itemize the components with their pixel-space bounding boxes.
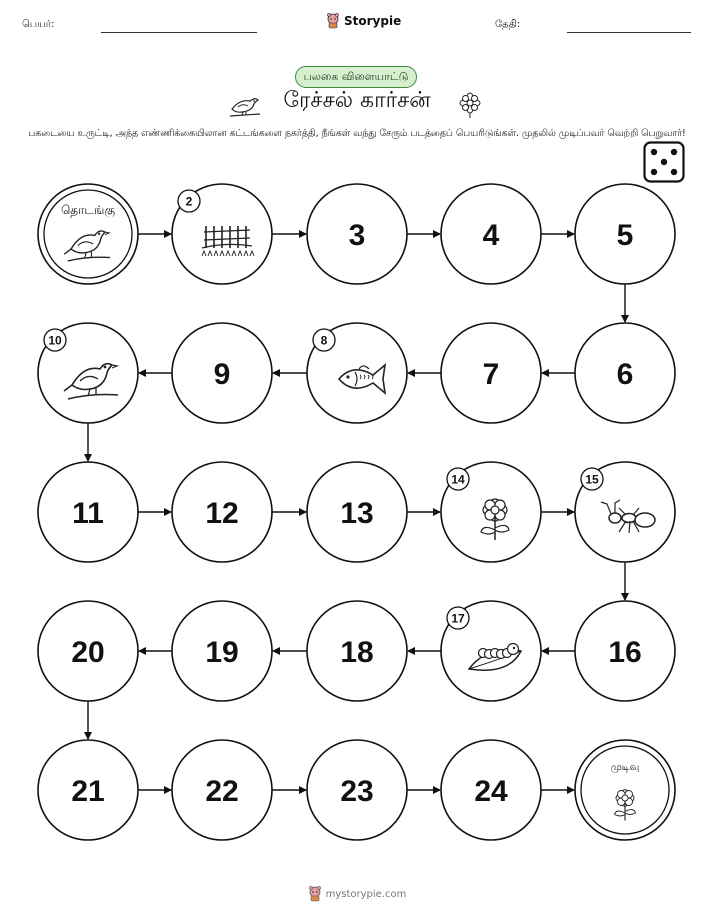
- name-label: பெயர்:: [22, 19, 55, 30]
- cell-number: 15: [585, 472, 599, 487]
- board-cell-3[interactable]: [307, 184, 407, 284]
- cell-number-badge: [447, 468, 469, 490]
- board-cell-1[interactable]: [38, 184, 138, 284]
- cell-number: 7: [482, 358, 500, 391]
- board-cell-13[interactable]: [307, 462, 407, 562]
- cell-number: 5: [616, 219, 634, 252]
- cell-number-badge: [44, 329, 66, 351]
- cell-number: 3: [348, 219, 366, 252]
- date-label: தேதி:: [495, 19, 521, 30]
- cell-number: 19: [205, 636, 239, 669]
- cell-number: 21: [71, 775, 105, 808]
- category-badge: பலகை விளையாட்டு: [295, 66, 417, 88]
- footer-url[interactable]: mystorypie.com: [325, 888, 407, 900]
- board-cell-12[interactable]: [172, 462, 272, 562]
- board-cell-17[interactable]: [441, 601, 541, 701]
- cell-number: 20: [71, 636, 105, 669]
- board-cell-10[interactable]: [38, 323, 138, 423]
- cell-number: 12: [205, 497, 239, 530]
- storypie-mascot-icon: [308, 886, 322, 902]
- cell-number-badge: [581, 468, 603, 490]
- cell-number: 18: [340, 636, 374, 669]
- cell-number: 17: [451, 611, 465, 626]
- board-cell-5[interactable]: [575, 184, 675, 284]
- cell-number-badge: [313, 329, 335, 351]
- cell-number: 6: [616, 358, 634, 391]
- cell-number: 22: [205, 775, 239, 808]
- cell-number: 10: [48, 333, 62, 348]
- board-cell-8[interactable]: [307, 323, 407, 423]
- cell-number: 14: [451, 472, 465, 487]
- page-title: ரேச்சல் கார்சன்: [283, 88, 431, 113]
- board-cell-4[interactable]: [441, 184, 541, 284]
- board-cell-9[interactable]: [172, 323, 272, 423]
- cell-number: 9: [213, 358, 231, 391]
- board-cell-22[interactable]: [172, 740, 272, 840]
- finish-label: முடிவு: [610, 762, 640, 773]
- cell-number: 11: [72, 497, 104, 530]
- instructions-text: பகடையை உருட்டி, அந்த எண்ணிக்கையிலான கட்டங்களை நகர்த்தி, நீங்கள் வந்து சேரும் படத்தைப் பெயரிடுங்கள். முதலில் முடிப்பவர் வெற்றி பெறுவார்!: [28, 128, 686, 139]
- board-cell-16[interactable]: [575, 601, 675, 701]
- brand-name: Storypie: [344, 14, 402, 28]
- cell-number: 2: [185, 194, 193, 209]
- board-cell-18[interactable]: [307, 601, 407, 701]
- board-cell-23[interactable]: [307, 740, 407, 840]
- cell-number: 4: [482, 219, 500, 252]
- board-cell-15[interactable]: [575, 462, 675, 562]
- cell-number: 13: [340, 497, 374, 530]
- board-cell-2[interactable]: [172, 184, 272, 284]
- board-cell-24[interactable]: [441, 740, 541, 840]
- board-cell-7[interactable]: [441, 323, 541, 423]
- cell-number: 24: [474, 775, 508, 808]
- cell-number: 8: [320, 333, 328, 348]
- cell-number: 23: [340, 775, 374, 808]
- footer: [0, 886, 714, 902]
- board-cell-11[interactable]: [38, 462, 138, 562]
- cell-number-badge: [178, 190, 200, 212]
- board-cell-21[interactable]: [38, 740, 138, 840]
- board-cell-25[interactable]: [575, 740, 675, 840]
- board-cell-6[interactable]: [575, 323, 675, 423]
- start-label: தொடங்கு: [60, 203, 116, 217]
- board-cell-20[interactable]: [38, 601, 138, 701]
- board-cell-19[interactable]: [172, 601, 272, 701]
- board-cell-14[interactable]: [441, 462, 541, 562]
- cell-number: 16: [608, 636, 642, 669]
- cell-number-badge: [447, 607, 469, 629]
